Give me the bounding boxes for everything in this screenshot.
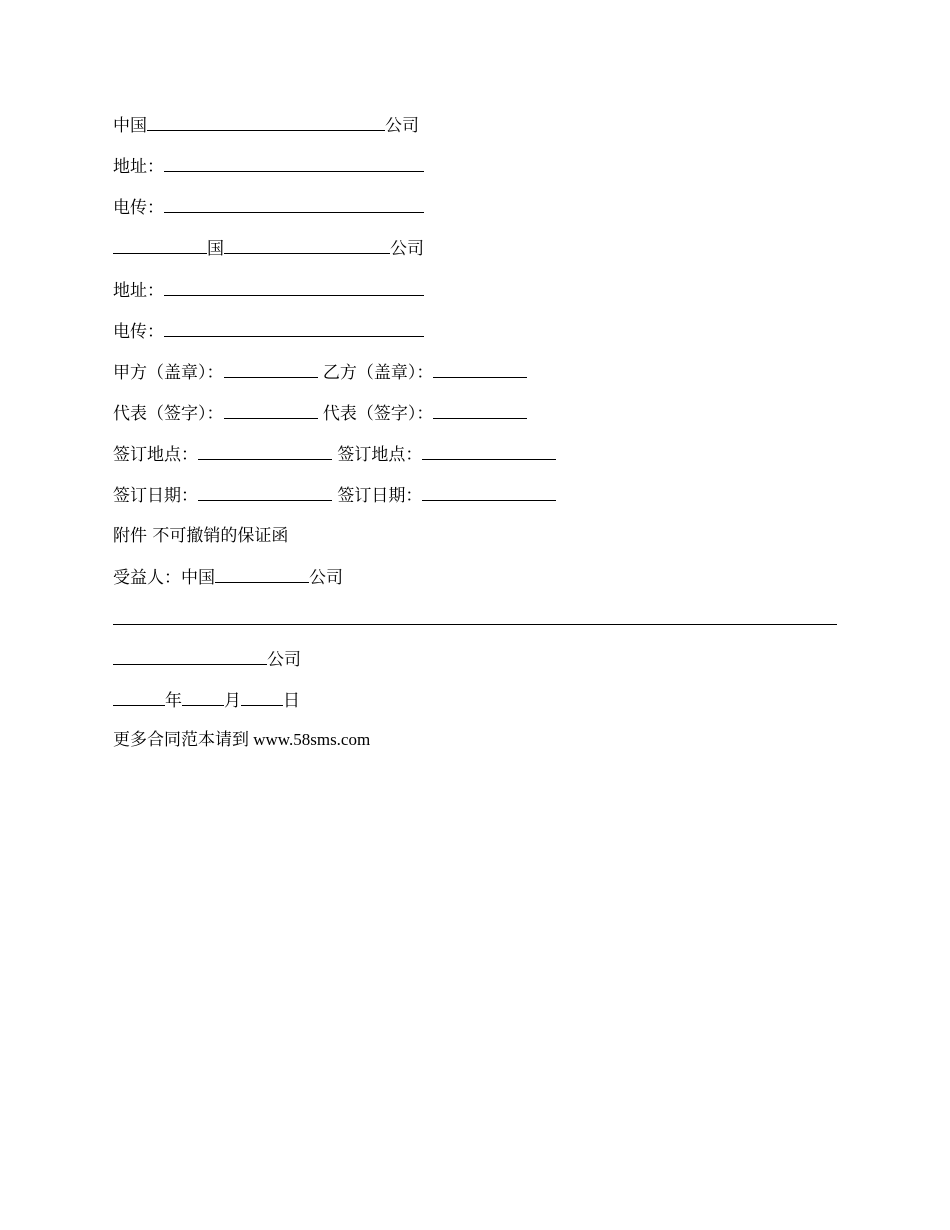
month-label: 月 — [224, 691, 241, 711]
party-b-address-label: 地址： — [113, 281, 164, 301]
month-blank[interactable] — [182, 687, 224, 706]
party-b-rep-label: 代表（签字）： — [322, 404, 434, 424]
party-a-seal-label: 甲方（盖章）： — [113, 363, 224, 383]
party-a-rep-blank[interactable] — [224, 400, 318, 419]
year-label: 年 — [165, 691, 182, 711]
beneficiary-company-suffix: 公司 — [309, 568, 343, 588]
guarantee-body-blank[interactable] — [113, 624, 837, 625]
party-a-date-label: 签订日期： — [113, 486, 198, 506]
party-b-fax-blank[interactable] — [164, 318, 424, 337]
party-b-place-label: 签订地点： — [337, 445, 423, 465]
party-b-company-line — [113, 235, 424, 259]
party-a-place-label: 签订地点： — [113, 445, 198, 465]
party-b-company-suffix: 公司 — [390, 239, 424, 259]
party-a-fax-line — [113, 194, 424, 218]
party-b-country-blank[interactable] — [113, 235, 207, 254]
party-a-fax-label: 电传： — [113, 198, 164, 218]
beneficiary-line — [113, 564, 343, 588]
party-b-fax-line — [113, 318, 424, 342]
party-a-fax-blank[interactable] — [164, 194, 424, 213]
guarantor-company-suffix: 公司 — [267, 650, 301, 670]
party-a-date-blank[interactable] — [198, 482, 332, 501]
beneficiary-company-blank[interactable] — [215, 564, 309, 583]
day-label: 日 — [283, 691, 300, 711]
party-a-address-label: 地址： — [113, 157, 164, 177]
party-b-fax-label: 电传： — [113, 322, 164, 342]
party-a-address-line — [113, 153, 424, 177]
party-a-seal-blank[interactable] — [224, 359, 318, 378]
party-b-date-label: 签订日期： — [337, 486, 423, 506]
party-b-address-line — [113, 277, 424, 301]
party-a-address-blank[interactable] — [164, 153, 424, 172]
party-a-place-blank[interactable] — [198, 441, 332, 460]
beneficiary-label: 受益人：中国 — [113, 568, 215, 588]
party-a-company-blank[interactable] — [147, 112, 385, 131]
year-blank[interactable] — [113, 687, 165, 706]
party-b-place-blank[interactable] — [422, 441, 556, 460]
signing-place-line — [113, 441, 556, 465]
party-a-company-suffix: 公司 — [385, 116, 419, 136]
party-b-company-blank[interactable] — [224, 235, 390, 254]
representative-line — [113, 400, 527, 424]
party-a-country-prefix: 中国 — [113, 116, 147, 136]
party-b-country-suffix: 国 — [207, 239, 224, 259]
guarantor-company-line — [113, 646, 301, 670]
party-a-rep-label: 代表（签字）： — [113, 404, 224, 424]
guarantor-company-blank[interactable] — [113, 646, 267, 665]
signing-date-line — [113, 482, 556, 506]
party-b-date-blank[interactable] — [422, 482, 556, 501]
party-b-address-blank[interactable] — [164, 277, 424, 296]
party-b-seal-label: 乙方（盖章）： — [322, 363, 434, 383]
day-blank[interactable] — [241, 687, 283, 706]
attachment-title: 附件 不可撤销的保证函 — [113, 526, 289, 546]
guarantee-date-line — [113, 687, 300, 711]
party-b-seal-blank[interactable] — [433, 359, 527, 378]
seal-line — [113, 359, 527, 383]
footer-more-link[interactable]: 更多合同范本请到 www.58sms.com — [113, 730, 371, 749]
party-a-company-line — [113, 112, 419, 136]
party-b-rep-blank[interactable] — [433, 400, 527, 419]
